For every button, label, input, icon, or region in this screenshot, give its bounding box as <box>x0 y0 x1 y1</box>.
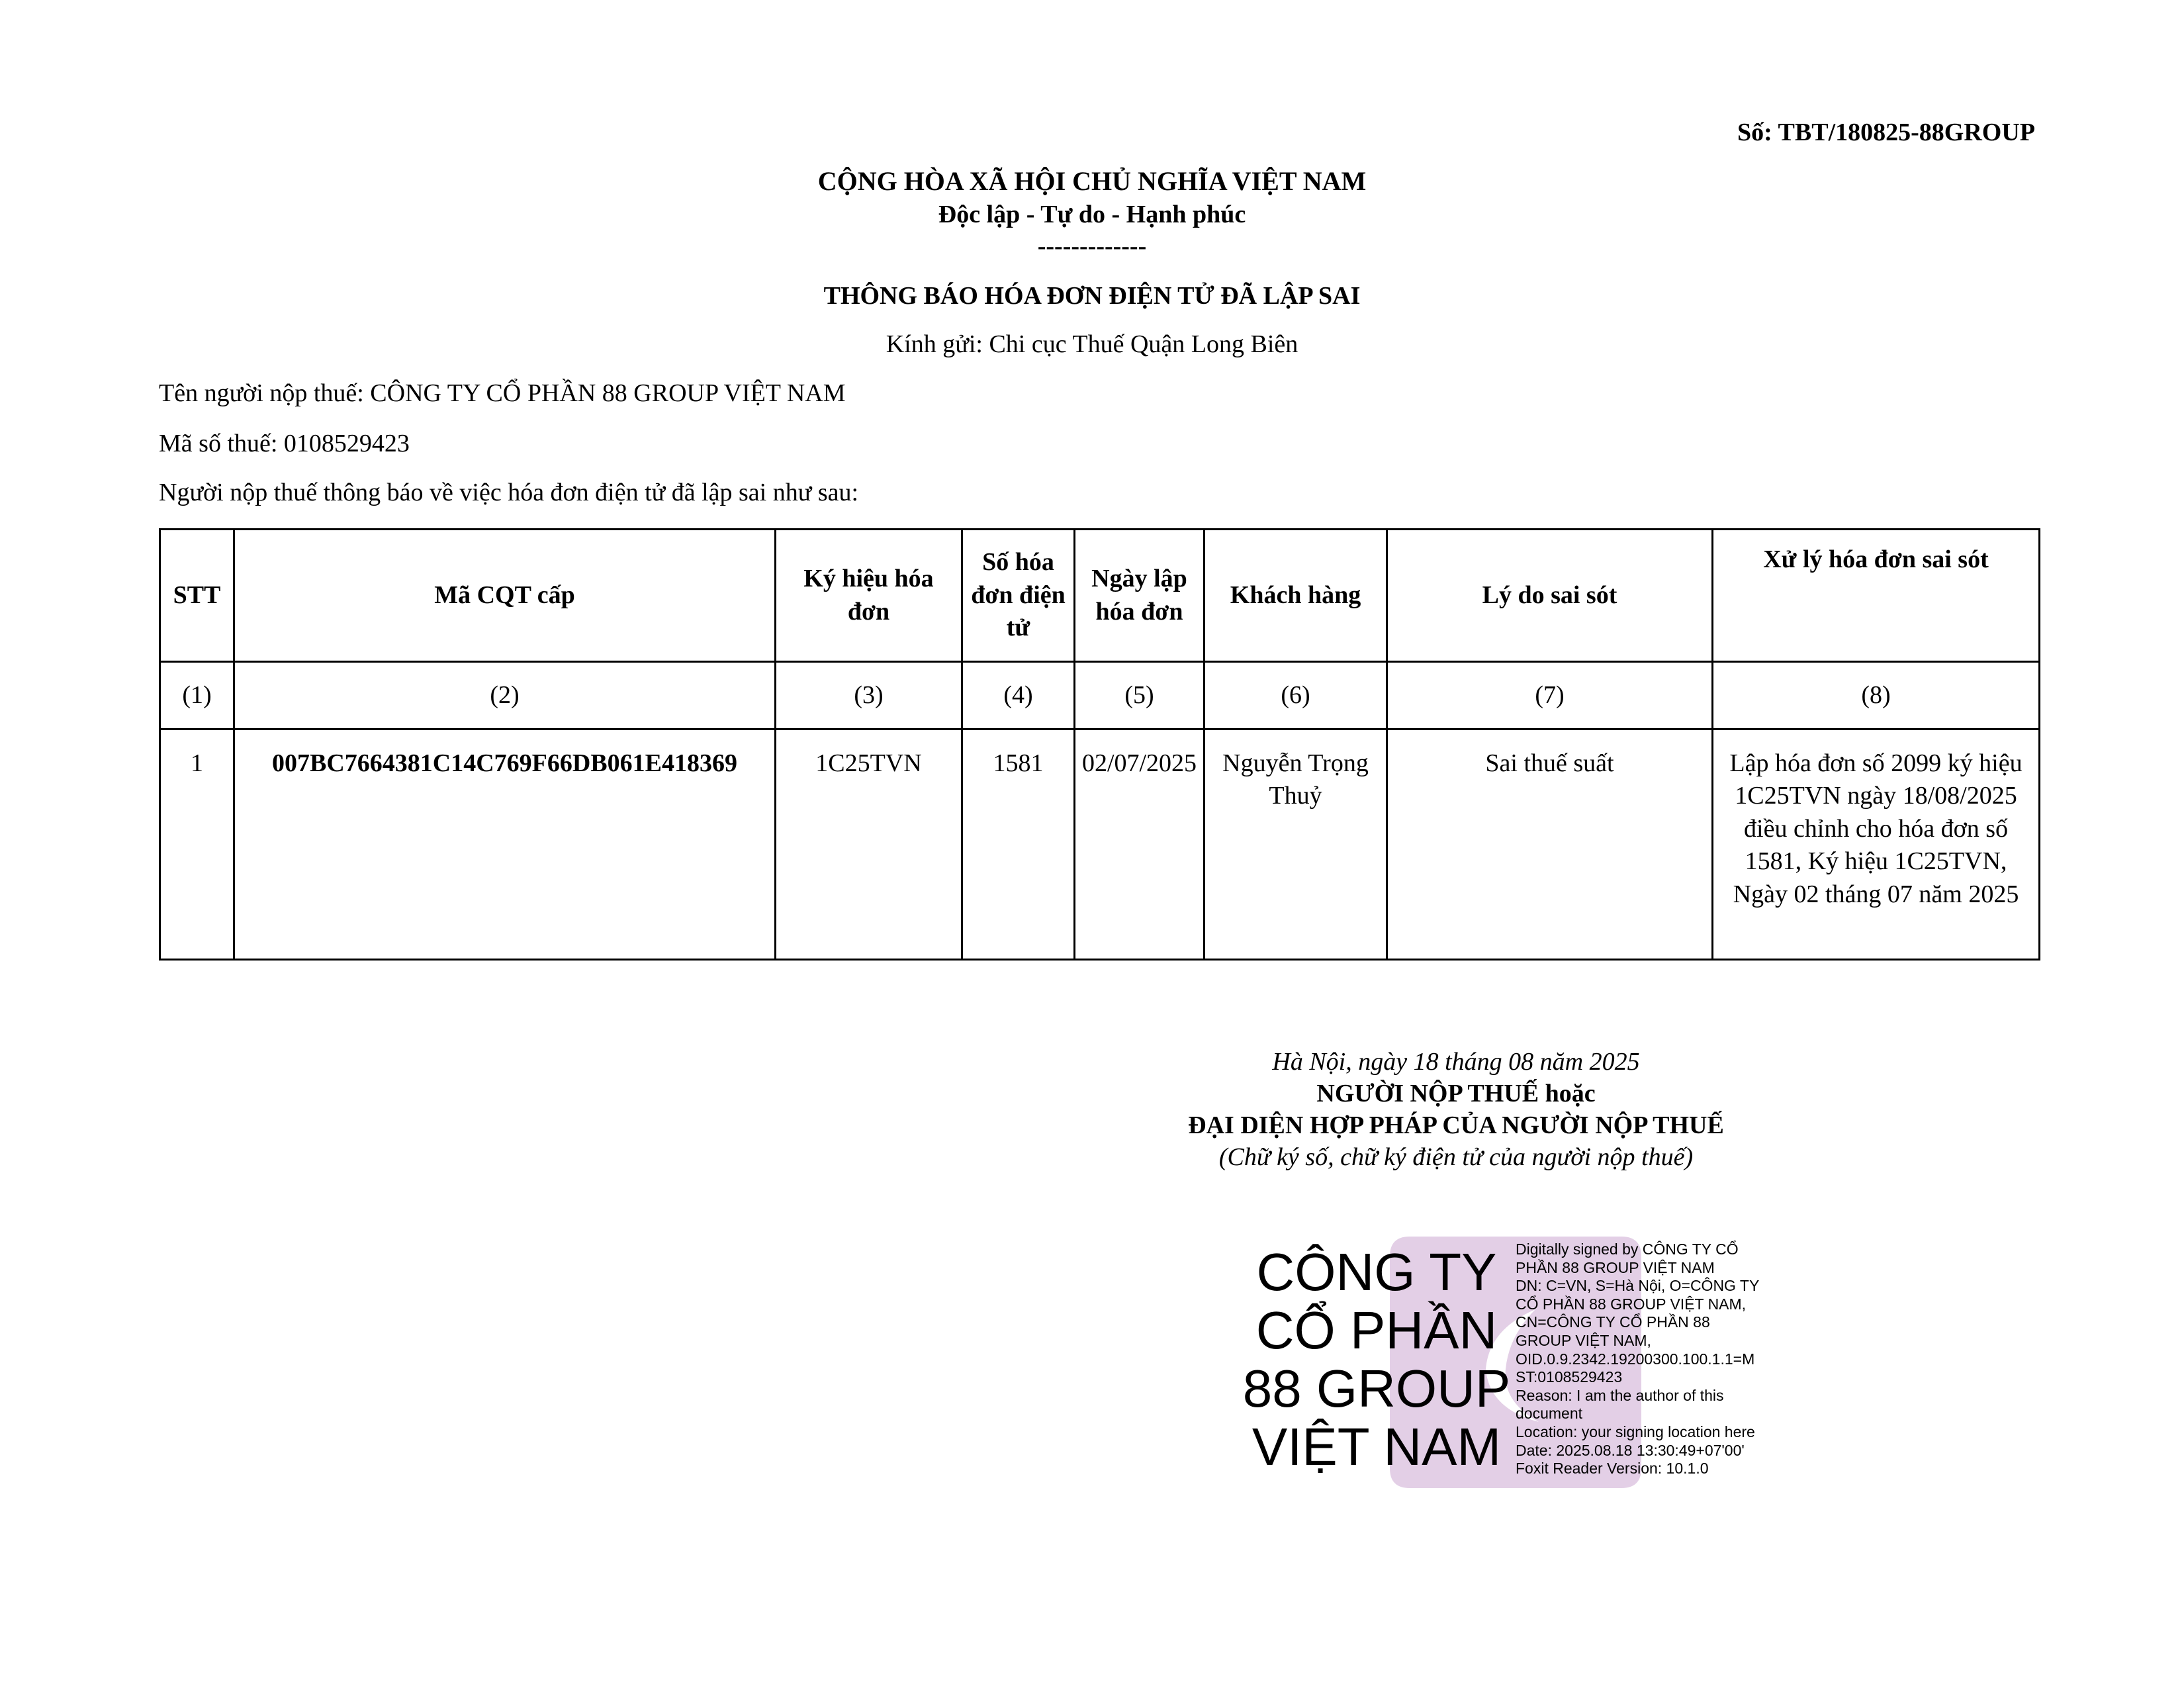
table-header-row <box>160 530 2040 662</box>
intro-text: Người nộp thuế thông báo về việc hóa đơn điện tử đã lập sai như sau: <box>159 479 859 506</box>
digital-signature-details <box>1516 1241 1820 1478</box>
cell-stt: 1 <box>160 729 234 960</box>
cell-so-hoa-don: 1581 <box>962 729 1075 960</box>
header-so-hoa-don: Số hóa đơn điện tử <box>962 530 1075 662</box>
header-ly-do: Lý do sai sót <box>1387 530 1713 662</box>
cell-ly-do: Sai thuế suất <box>1387 729 1713 960</box>
cell-ma-cqt: 007BC7664381C14C769F66DB061E418369 <box>234 729 776 960</box>
republic-heading: CỘNG HÒA XÃ HỘI CHỦ NGHĨA VIỆT NAM <box>817 166 1367 196</box>
signature-detail-line: DN: C=VN, S=Hà Nội, O=CÔNG TY <box>1516 1277 1760 1295</box>
cell-ngay-lap: 02/07/2025 <box>1075 729 1205 960</box>
signature-detail-line: Foxit Reader Version: 10.1.0 <box>1516 1460 1709 1477</box>
header-xu-ly: Xử lý hóa đơn sai sót <box>1713 530 2040 662</box>
national-motto: Độc lập - Tự do - Hạnh phúc <box>938 201 1246 228</box>
signature-detail-line: GROUP VIỆT NAM, <box>1516 1331 1651 1349</box>
signature-note: (Chữ ký số, chữ ký điện tử của người nộp thuế) <box>1218 1143 1694 1171</box>
signature-detail-line: Location: your signing location here <box>1516 1423 1755 1440</box>
signature-detail-line: OID.0.9.2342.19200300.100.1.1=M <box>1516 1350 1755 1368</box>
tax-code: Mã số thuế: 0108529423 <box>159 430 410 457</box>
signature-detail-line: Date: 2025.08.18 13:30:49+07'00' <box>1516 1441 1745 1459</box>
heading-divider: ------------- <box>1037 232 1147 260</box>
document-number: Số: TBT/180825-88GROUP <box>1737 118 2035 146</box>
signer-name-line: VIỆT NAM <box>1251 1417 1502 1476</box>
table-index-row <box>160 662 2040 729</box>
index-cell: (4) <box>962 662 1075 729</box>
signer-name-line: 88 GROUP <box>1242 1359 1511 1418</box>
signer-role-line-1: NGƯỜI NỘP THUẾ hoặc <box>1316 1080 1596 1107</box>
index-cell: (3) <box>776 662 962 729</box>
signature-detail-line: CN=CÔNG TY CỔ PHẦN 88 <box>1516 1313 1710 1331</box>
cell-ky-hieu: 1C25TVN <box>776 729 962 960</box>
digital-signer-name <box>1211 1243 1542 1476</box>
signer-name-line: CÔNG TY <box>1256 1243 1497 1301</box>
header-khach-hang: Khách hàng <box>1205 530 1387 662</box>
cell-khach-hang: Nguyễn Trọng Thuỷ <box>1205 729 1387 960</box>
signer-role-line-2: ĐẠI DIỆN HỢP PHÁP CỦA NGƯỜI NỘP THUẾ <box>1188 1111 1724 1139</box>
document-title: THÔNG BÁO HÓA ĐƠN ĐIỆN TỬ ĐÃ LẬP SAI <box>823 282 1361 310</box>
signature-detail-line: Digitally signed by CÔNG TY CỔ <box>1516 1241 1739 1258</box>
signature-detail-line: CỔ PHẦN 88 GROUP VIỆT NAM, <box>1516 1295 1747 1313</box>
index-cell: (2) <box>234 662 776 729</box>
header-ky-hieu: Ký hiệu hóa đơn <box>776 530 962 662</box>
cell-xu-ly: Lập hóa đơn số 2099 ký hiệu 1C25TVN ngày 18/08/2025 điều chỉnh cho hóa đơn số 1581, Ký hiệu 1C25TVN, Ngày 02 tháng 07 năm 2025 <box>1713 729 2040 960</box>
signature-detail-line: Reason: I am the author of this <box>1516 1386 1724 1404</box>
taxpayer-name: Tên người nộp thuế: CÔNG TY CỔ PHẦN 88 GROUP VIỆT NAM <box>159 379 846 407</box>
index-cell: (1) <box>160 662 234 729</box>
signature-detail-line: document <box>1516 1405 1583 1423</box>
index-cell: (6) <box>1205 662 1387 729</box>
signing-date: Hà Nội, ngày 18 tháng 08 năm 2025 <box>1272 1048 1640 1076</box>
table-row <box>160 729 2040 960</box>
index-cell: (8) <box>1713 662 2040 729</box>
header-ngay-lap: Ngày lập hóa đơn <box>1075 530 1205 662</box>
recipient-line: Kính gửi: Chi cục Thuế Quận Long Biên <box>886 330 1298 358</box>
signer-name-line: CỔ PHẦN <box>1255 1301 1498 1360</box>
index-cell: (5) <box>1075 662 1205 729</box>
signature-detail-line: PHẦN 88 GROUP VIỆT NAM <box>1516 1258 1715 1276</box>
header-stt: STT <box>160 530 234 662</box>
header-ma-cqt: Mã CQT cấp <box>234 530 776 662</box>
index-cell: (7) <box>1387 662 1713 729</box>
invoice-error-table <box>159 528 2040 961</box>
signature-detail-line: ST:0108529423 <box>1516 1368 1623 1386</box>
